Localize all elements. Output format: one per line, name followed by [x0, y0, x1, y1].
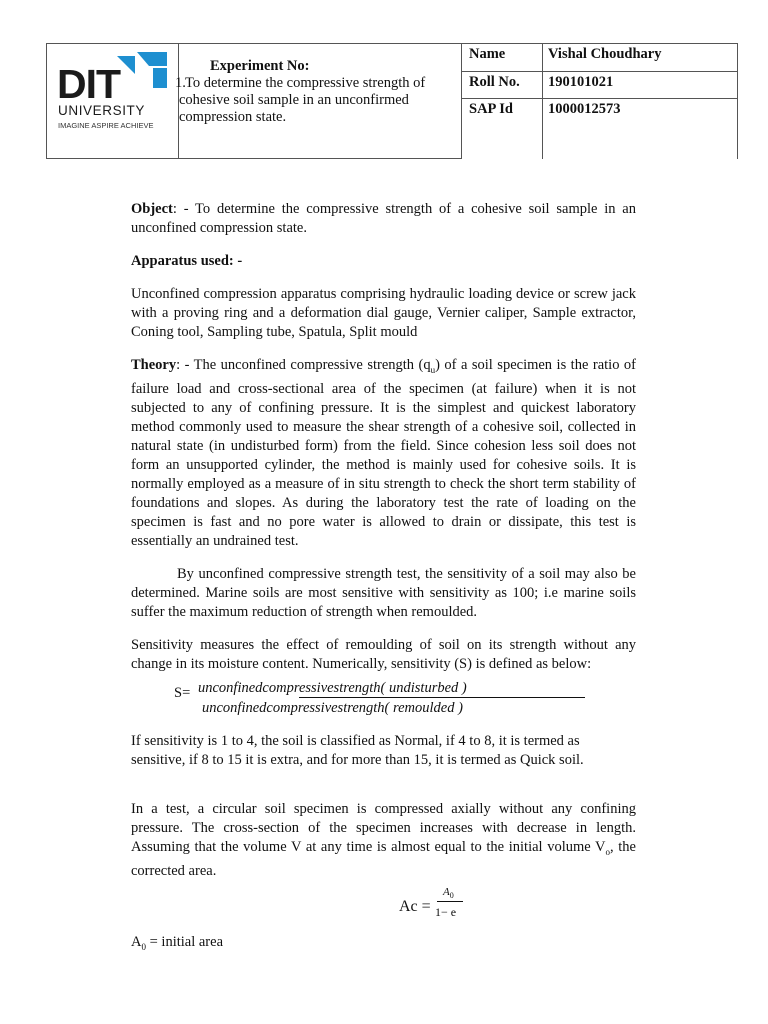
a0-text: = initial area [145, 933, 224, 950]
formula-lhs: S= [174, 684, 191, 701]
classification-paragraph: If sensitivity is 1 to 4, the soil is classified as Normal, if 4 to 8, it is termed as sensitive, if 8 to 15 it is extra, and for more than 15, it is termed as Quick soil. [131, 732, 584, 768]
sensitivity-definition-paragraph: Sensitivity measures the effect of remoulding of soil on its strength without any change in its moisture content. Numerically, sensitivity (S) is defined as below: [131, 636, 636, 672]
test-text-start: In a test, a circular soil specimen is compressed axially without any confining pressure. The cross-section of the specimen increases with decrease in length. Assuming that the volume V at any time is almost equal to the initial volume V [131, 800, 636, 855]
theory-label: Theory [131, 357, 177, 373]
theory-subscript: u [430, 364, 436, 375]
name-label: Name [462, 44, 543, 72]
formula-numerator: unconfinedcompressivestrength( undisturbed ) [198, 679, 467, 696]
logo-university: UNIVERSITY [58, 103, 146, 118]
sensitivity-intro-paragraph: By unconfined compressive strength test, the sensitivity of a soil may also be determined. Marine soils are most sensitive with sensitivity as 100; i.e marine soils suffer the maximum reduction of strength when remoulded. [131, 565, 636, 620]
theory-text-rest: ) of a soil specimen is the ratio of failure load and cross-sectional area of the specimen (at failure) when it is not subjected to any of confining pressure. It is the simplest and quickest laboratory method commonly used to measure the shear strength of a cohesive soil, collected in natural state (in undisturbed form) from the field. Since cohesion less soil does not form an unsupported cylinder, the method is mainly used for cohesive soils. It is normally employed as a measure of in situ strength to check the short term stability of foundations and slopes. As during the laboratory test the rate of loading on the specimen is fast and no pore water is allowed to drain or dissipate, this test is essentially an undrained test. [131, 357, 636, 549]
area-formula-lhs: Ac = [399, 897, 431, 915]
sensitivity-formula [131, 680, 636, 720]
university-logo [57, 52, 169, 132]
formula-denominator: unconfinedcompressivestrength( remoulded ) [202, 699, 463, 716]
logo-tagline: IMAGINE ASPIRE ACHIEVE [58, 121, 154, 130]
test-paragraph [131, 800, 636, 881]
name-value: Vishal Choudhary [543, 44, 738, 72]
area-formula-denominator: 1− e [435, 904, 457, 919]
area-numerator-subscript: 0 [449, 890, 454, 900]
object-text: : - To determine the compressive strength of a cohesive soil sample in an unconfined compression state. [131, 201, 636, 236]
theory-text-start: : - The unconfined compressive strength (q [176, 357, 431, 373]
object-label: Object [131, 201, 173, 217]
header-table [46, 43, 738, 159]
object-paragraph [131, 200, 636, 238]
area-numerator-symbol: A [443, 885, 450, 898]
apparatus-paragraph: Unconfined compression apparatus comprising hydraulic loading device or screw jack with a proving ring and a deformation dial gauge, Vernier caliper, Sample extractor, Coning tool, Sampling tube, Spatula, Split mould [131, 286, 636, 340]
sap-value: 1000012573 [543, 99, 738, 159]
test-subscript: o [605, 846, 611, 857]
logo-cell [47, 44, 179, 159]
roll-label: Roll No. [462, 72, 543, 99]
a0-symbol: A [131, 933, 142, 950]
apparatus-heading: Apparatus used: - [131, 253, 243, 269]
a0-subscript: 0 [141, 941, 146, 952]
sap-label: SAP Id [462, 99, 543, 159]
initial-area-definition [131, 933, 636, 957]
area-formula [131, 887, 636, 931]
experiment-text: To determine the compressive strength of cohesive soil sample in an unconfirmed compression state. [179, 75, 426, 125]
formula-fraction-line [299, 697, 585, 698]
experiment-label: Experiment No: [210, 58, 310, 74]
area-formula-fraction-line [437, 901, 463, 902]
roll-value: 190101021 [543, 72, 738, 99]
document-body [131, 200, 636, 957]
experiment-cell [175, 44, 462, 159]
logo-brand: DIT [57, 61, 121, 107]
experiment-number: 1. [175, 75, 186, 91]
theory-paragraph [131, 356, 636, 551]
test-text-end: , the corrected area. [131, 838, 636, 879]
